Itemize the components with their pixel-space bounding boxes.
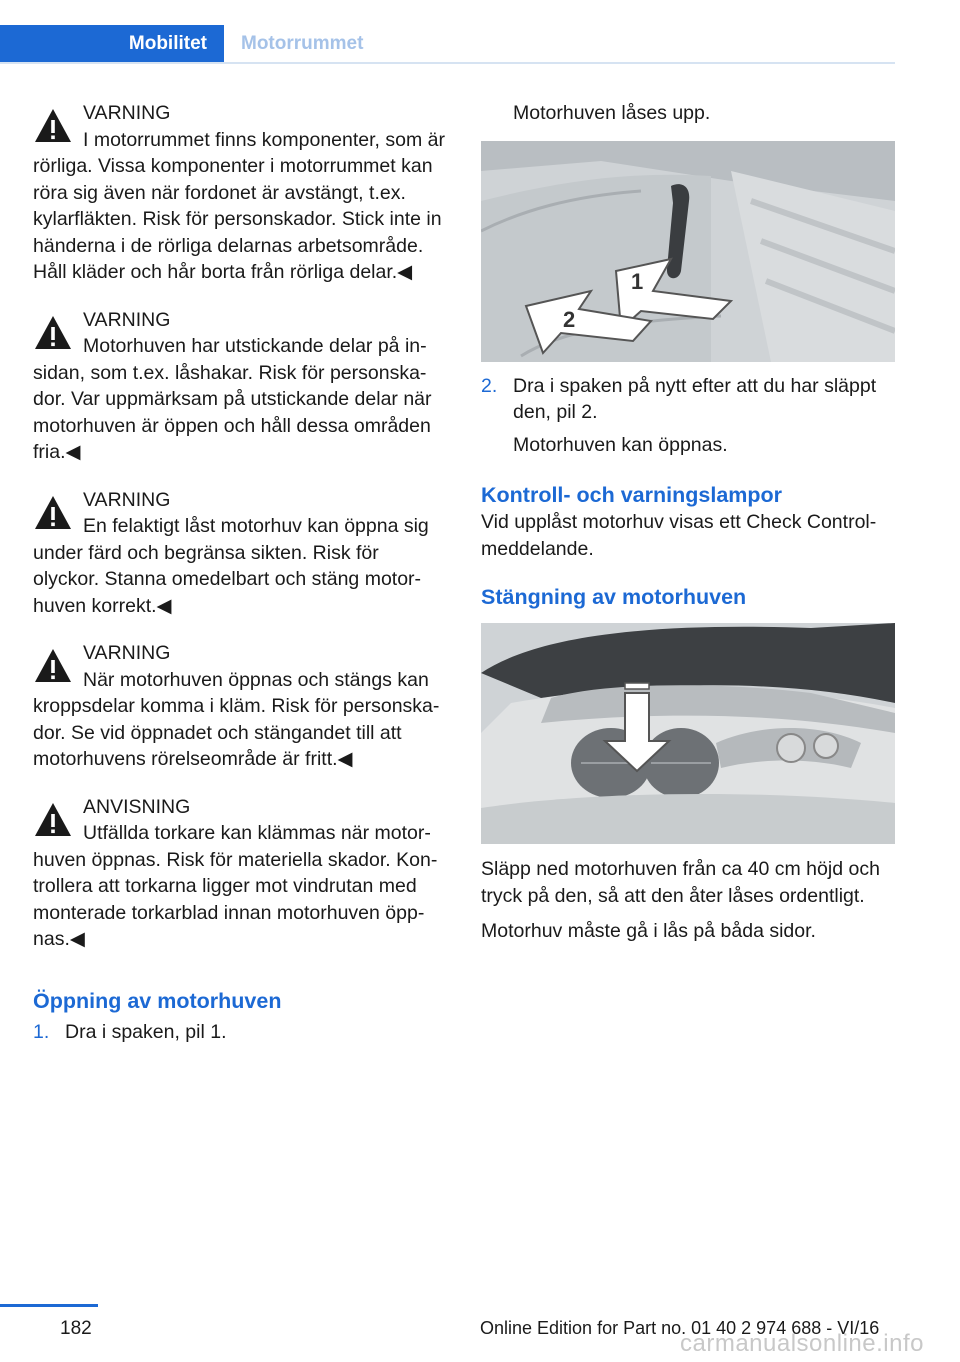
notice-text: Utfällda torkare kan klämmas när motorhuven öppnas. Risk för materiella skador. Kontrollera att torkarna ligger mot vindrutan med monterade torkarblad innan motorhuven öppnas.◀ <box>33 822 438 950</box>
left-column <box>33 100 447 1045</box>
step-text: Dra i spaken på nytt efter att du har släppt den, pil 2. <box>513 374 877 423</box>
step-1-result: Motorhuven låses upp. <box>513 102 711 124</box>
warning-icon <box>33 800 73 840</box>
warning-icon <box>33 313 73 353</box>
warning-text: När motorhuven öppnas och stängs kan kroppsdelar komma i kläm. Risk för personskador. Se vid öppnadet och stängandet till att motorhuvens rörelseområde är fritt.◀ <box>33 668 440 770</box>
arrow-label-2: 2 <box>563 306 576 332</box>
warning-block <box>33 307 447 466</box>
warning-icon <box>33 646 73 686</box>
notice-title: ANVISNING <box>83 795 191 818</box>
closing-text-2: Motorhuv måste gå i lås på båda sidor. <box>481 920 816 942</box>
chapter-tabs <box>0 25 895 64</box>
section-heading-closing: Stängning av motorhuven <box>481 585 747 609</box>
warning-block <box>33 640 447 773</box>
step-2 <box>481 373 895 426</box>
warning-block <box>33 100 447 286</box>
hood-release-lever-image <box>481 141 895 362</box>
warning-icon <box>33 493 73 533</box>
warning-text: En felaktigt låst motorhuv kan öppna sig under färd och begränsa sikten. Risk för olyckor. Stanna omedelbart och stäng motorhuven korrekt.◀ <box>33 515 429 617</box>
step-number: 2. <box>481 374 498 397</box>
warning-block <box>33 487 447 620</box>
notice-block <box>33 794 447 953</box>
step-number: 1. <box>33 1020 50 1043</box>
step-1 <box>33 1019 447 1046</box>
warning-icon <box>33 106 73 146</box>
tab-motorrummet[interactable]: Motorrummet <box>241 33 364 54</box>
warning-title: VARNING <box>83 642 171 664</box>
warning-title: VARNING <box>83 308 171 331</box>
lamps-text: Vid upplåst motorhuv visas ett Check Control-meddelande. <box>481 511 877 560</box>
right-column <box>481 100 895 945</box>
step-2-result: Motorhuven kan öppnas. <box>513 433 728 456</box>
warning-text: Motorhuven har utstickande delar på insidan, som t.ex. låshakar. Risk för personskador. Var uppmärksam på utstickande delar när motorhuven är öppen och håll dessa områden fria.◀ <box>33 335 432 463</box>
section-heading-opening: Öppning av motorhuven <box>33 988 282 1013</box>
tab-mobilitet[interactable]: Mobilitet <box>0 25 224 62</box>
warning-title: VARNING <box>83 102 171 124</box>
closing-hood-image <box>481 623 895 844</box>
page-number: 182 <box>60 1318 92 1339</box>
step-text: Dra i spaken, pil 1. <box>65 1020 227 1043</box>
watermark: carmanualsonline.info <box>680 1330 924 1357</box>
warning-title: VARNING <box>83 488 171 511</box>
edition-note: Online Edition for Part no. 01 40 2 974 688 - VI/16 <box>480 1318 880 1338</box>
arrow-label-1: 1 <box>631 268 644 294</box>
warning-text: I motorrummet finns komponenter, som är rörliga. Vissa komponenter i motorrummet kan röra sig även när fordonet är avstängt, t.ex. kylarfläkten. Risk för personskador. Stick inte in händerna i de rörliga delarnas arbetsområde. Håll kläder och hår borta från rörliga delar.◀ <box>33 128 445 283</box>
closing-text-1: Släpp ned motorhuven från ca 40 cm höjd och tryck på den, så att den åter låses ordentligt. <box>481 858 880 907</box>
section-heading-lamps: Kontroll- och varningslampor <box>481 483 783 507</box>
footer-rule <box>0 1304 98 1307</box>
